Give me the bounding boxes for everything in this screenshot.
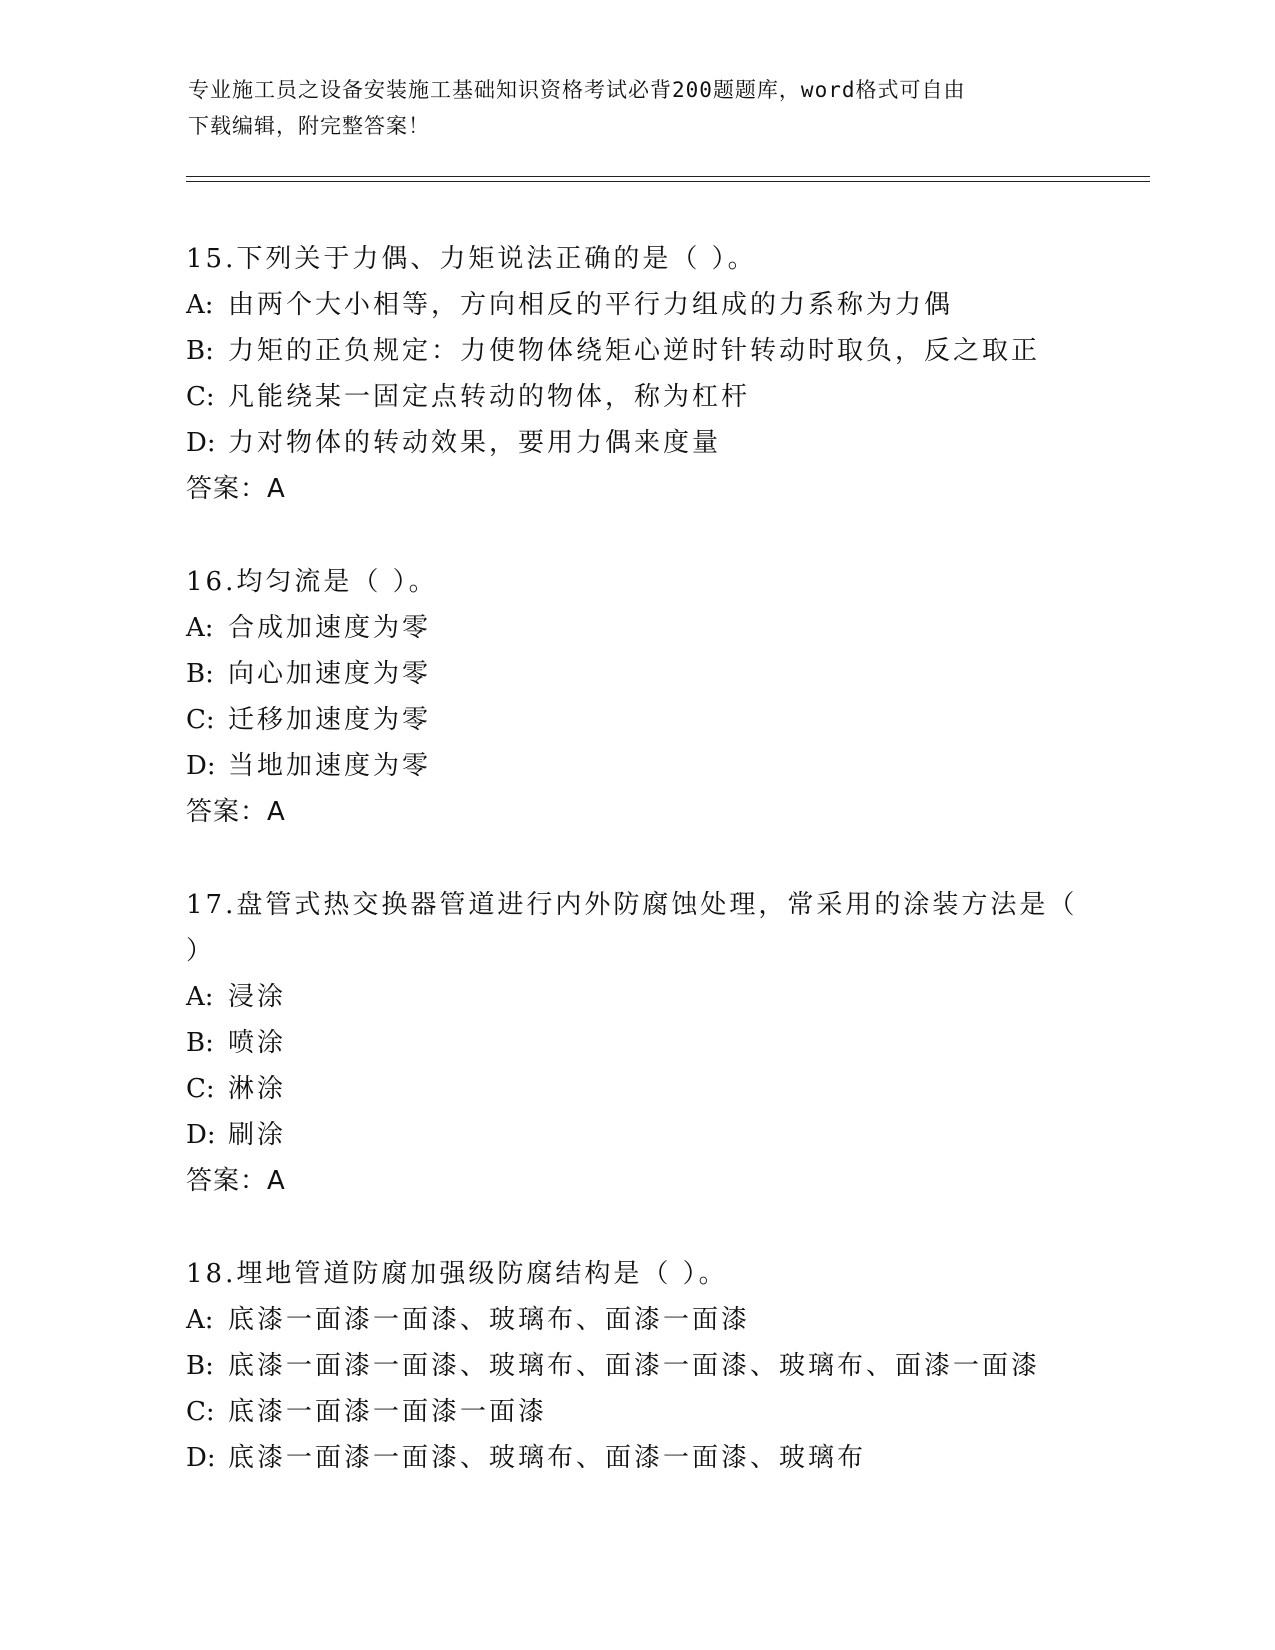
option-letter: C: [186,1397,215,1427]
header-line-2: 下载编辑，附完整答案！ [188,114,430,138]
option-letter: D: [186,1120,216,1150]
option-text: 浸涂 [228,982,287,1012]
option-letter: C: [186,382,215,412]
option-b [186,1020,1126,1066]
header-line-1: 专业施工员之设备安装施工基础知识资格考试必背200题题库，word格式可自由 [188,78,966,102]
document-header [188,72,1088,144]
option-c [186,697,1126,743]
question-title: 18.埋地管道防腐加强级防腐结构是（ ）。 [186,1259,728,1289]
header-divider-bottom [186,181,1150,182]
option-d [186,743,1126,789]
option-d [186,1435,1126,1481]
option-a [186,974,1126,1020]
question-title: 16.均匀流是（ ）。 [186,567,438,597]
option-text: 迁移加速度为零 [228,705,432,735]
question-16 [186,559,1126,835]
option-text: 底漆一面漆一面漆、玻璃布、面漆一面漆、玻璃布、面漆一面漆 [228,1351,1041,1381]
option-text: 力对物体的转动效果，要用力偶来度量 [228,428,722,458]
question-title: 17.盘管式热交换器管道进行内外防腐蚀处理，常采用的涂装方法是（ [186,890,1078,920]
option-letter: B: [186,1351,214,1381]
option-text: 由两个大小相等，方向相反的平行力组成的力系称为力偶 [228,290,954,320]
answer-line: 答案：A [186,797,286,827]
option-text: 凡能绕某一固定点转动的物体，称为杠杆 [228,382,751,412]
option-letter: B: [186,1028,214,1058]
option-c [186,1066,1126,1112]
option-letter: C: [186,705,215,735]
option-c [186,374,1126,420]
option-a [186,605,1126,651]
option-letter: A: [186,1305,214,1335]
option-text: 喷涂 [228,1028,287,1058]
header-divider-top [186,176,1150,177]
option-a [186,1297,1126,1343]
question-15 [186,236,1126,512]
question-18 [186,1251,1126,1481]
option-text: 底漆一面漆一面漆、玻璃布、面漆一面漆 [228,1305,751,1335]
question-list [186,236,1126,1528]
option-text: 底漆一面漆一面漆一面漆 [228,1397,548,1427]
option-text: 底漆一面漆一面漆、玻璃布、面漆一面漆、玻璃布 [228,1443,867,1473]
option-text: 淋涂 [228,1074,287,1104]
option-b [186,328,1126,374]
option-letter: C: [186,1074,215,1104]
answer-line: 答案：A [186,1166,286,1196]
question-title-continued: ） [186,936,216,966]
option-letter: A: [186,613,214,643]
option-text: 刷涂 [228,1120,287,1150]
option-letter: B: [186,336,214,366]
question-title: 15.下列关于力偶、力矩说法正确的是（ ）。 [186,244,757,274]
option-letter: D: [186,751,216,781]
option-b [186,651,1126,697]
option-d [186,420,1126,466]
option-c [186,1389,1126,1435]
option-b [186,1343,1126,1389]
option-text: 力矩的正负规定：力使物体绕矩心逆时针转动时取负，反之取正 [228,336,1041,366]
option-d [186,1112,1126,1158]
option-letter: D: [186,428,216,458]
option-letter: D: [186,1443,216,1473]
option-text: 向心加速度为零 [228,659,432,689]
option-letter: B: [186,659,214,689]
question-17 [186,882,1126,1204]
option-a [186,282,1126,328]
option-text: 合成加速度为零 [228,613,432,643]
option-letter: A: [186,290,214,320]
option-letter: A: [186,982,214,1012]
option-text: 当地加速度为零 [228,751,432,781]
answer-line: 答案：A [186,474,286,504]
